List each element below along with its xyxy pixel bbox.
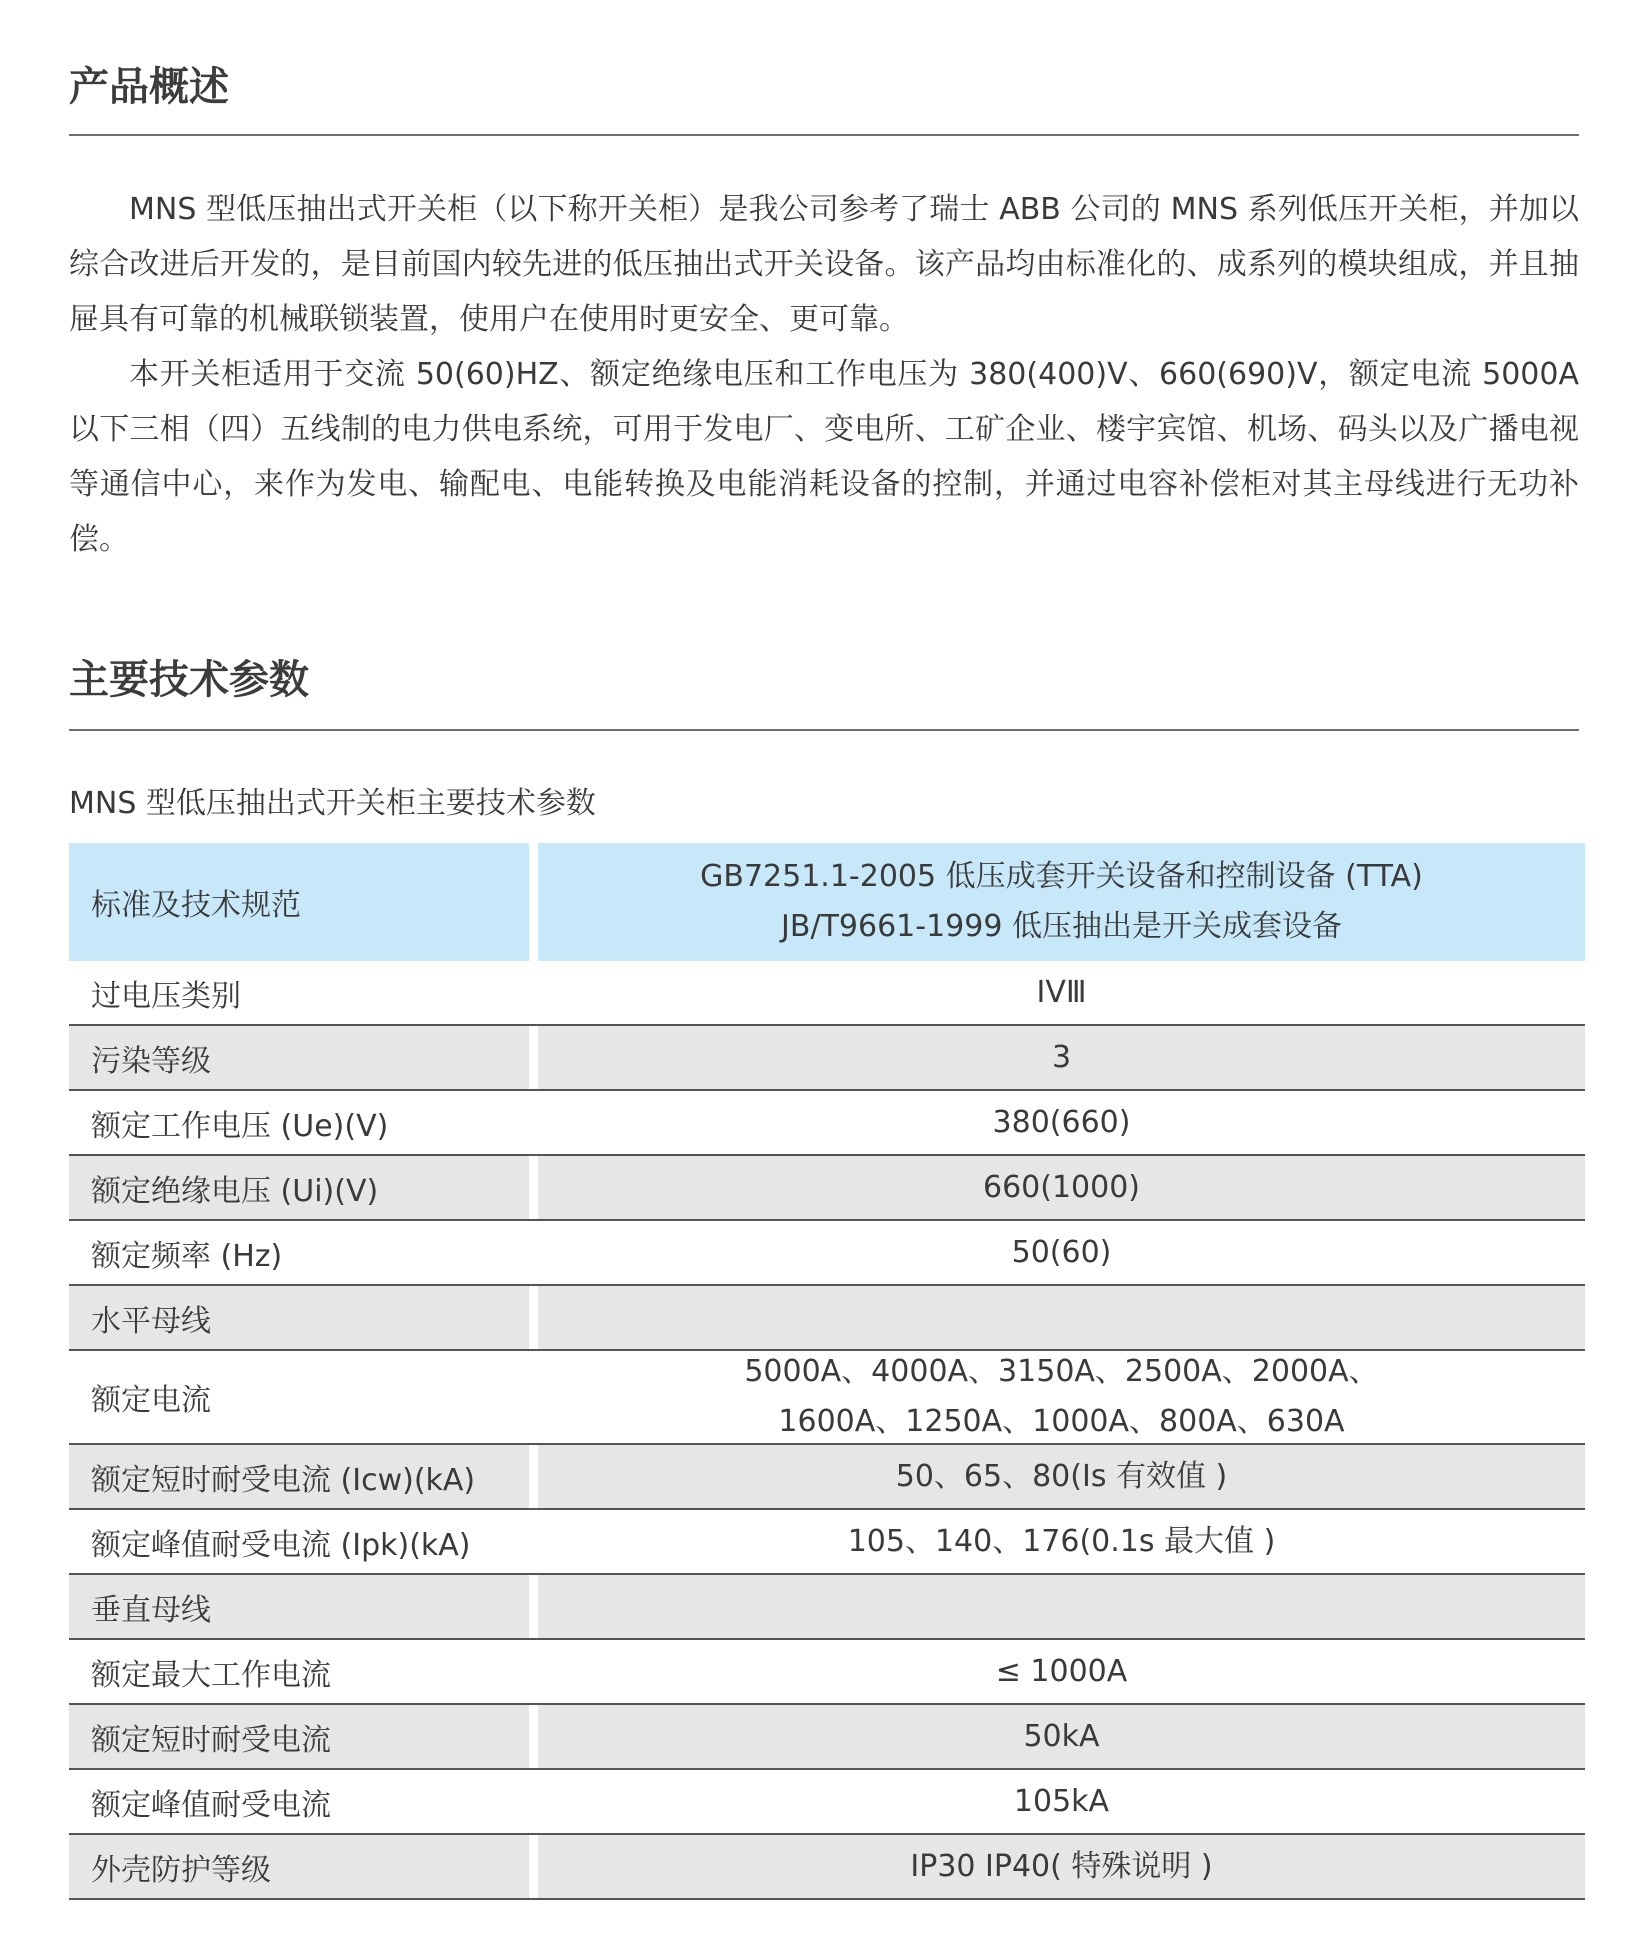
row-value: 660(1000) — [538, 1156, 1585, 1219]
params-divider — [69, 729, 1579, 731]
row-value — [538, 1286, 1585, 1349]
header-label: 标准及技术规范 — [69, 843, 529, 961]
row-label: 额定频率 (Hz) — [69, 1221, 529, 1284]
overview-title: 产品概述 — [69, 64, 229, 110]
row-value: ≤ 1000A — [538, 1640, 1585, 1703]
row-value: 105kA — [538, 1770, 1585, 1833]
row-label: 外壳防护等级 — [69, 1835, 529, 1898]
row-value: IP30 IP40( 特殊说明 ) — [538, 1835, 1585, 1898]
row-label: 额定峰值耐受电流 (Ipk)(kA) — [69, 1510, 529, 1573]
overview-body — [69, 182, 1579, 567]
table-row — [69, 961, 1585, 1026]
row-value: 3 — [538, 1026, 1585, 1089]
row-value: IVⅢ — [538, 961, 1585, 1024]
row-value: 50(60) — [538, 1221, 1585, 1284]
table-row — [69, 1286, 1585, 1351]
table-row — [69, 1221, 1585, 1286]
table-row — [69, 1770, 1585, 1835]
row-label: 额定最大工作电流 — [69, 1640, 529, 1703]
row-label: 额定短时耐受电流 (Icw)(kA) — [69, 1445, 529, 1508]
table-row — [69, 1091, 1585, 1156]
header-value-line-2: JB/T9661-1999 低压抽出是开关成套设备 — [781, 909, 1342, 944]
table-header-row — [69, 843, 1585, 961]
row-value: 105、140、176(0.1s 最大值 ) — [538, 1510, 1585, 1573]
row-value-line-2: 1600A、1250A、1000A、800A、630A — [778, 1404, 1345, 1439]
table-caption: MNS 型低压抽出式开关柜主要技术参数 — [69, 786, 596, 821]
table-row — [69, 1510, 1585, 1575]
row-label: 额定绝缘电压 (Ui)(V) — [69, 1156, 529, 1219]
row-label: 额定峰值耐受电流 — [69, 1770, 529, 1833]
row-value — [538, 1575, 1585, 1638]
table-row — [69, 1156, 1585, 1221]
row-label: 垂直母线 — [69, 1575, 529, 1638]
row-label: 额定短时耐受电流 — [69, 1705, 529, 1768]
row-value: 50、65、80(Is 有效值 ) — [538, 1445, 1585, 1508]
row-label: 过电压类别 — [69, 961, 529, 1024]
table-row — [69, 1351, 1585, 1445]
table-row — [69, 1445, 1585, 1510]
overview-paragraph-2: 本开关柜适用于交流 50(60)HZ、额定绝缘电压和工作电压为 380(400)V、660(690)V，额定电流 5000A 以下三相（四）五线制的电力供电系统，可用于发电厂、变电所、工矿企业、楼宇宾馆、机场、码头以及广播电视等通信中心，来作为发电、输配电、电能转换及电能消耗设备的控制，并通过电容补偿柜对其主母线进行无功补偿。 — [69, 357, 1579, 557]
table-row — [69, 1705, 1585, 1770]
table-row — [69, 1026, 1585, 1091]
header-value-line-1: GB7251.1-2005 低压成套开关设备和控制设备 (TTA) — [700, 859, 1423, 894]
row-label: 水平母线 — [69, 1286, 529, 1349]
params-table — [69, 843, 1585, 1900]
table-row — [69, 1835, 1585, 1900]
row-value-line-1: 5000A、4000A、3150A、2500A、2000A、 — [744, 1354, 1379, 1389]
header-value — [538, 843, 1585, 961]
row-label: 额定电流 — [69, 1351, 529, 1443]
params-title: 主要技术参数 — [69, 657, 309, 703]
overview-paragraph-1: MNS 型低压抽出式开关柜（以下称开关柜）是我公司参考了瑞士 ABB 公司的 MNS 系列低压开关柜，并加以综合改进后开发的，是目前国内较先进的低压抽出式开关设备。该产品均由标准化的、成系列的模块组成，并且抽屉具有可靠的机械联锁装置，使用户在使用时更安全、更可靠。 — [69, 192, 1579, 337]
row-label: 污染等级 — [69, 1026, 529, 1089]
row-value — [538, 1351, 1585, 1443]
row-label: 额定工作电压 (Ue)(V) — [69, 1091, 529, 1154]
table-row — [69, 1575, 1585, 1640]
row-value: 380(660) — [538, 1091, 1585, 1154]
row-value: 50kA — [538, 1705, 1585, 1768]
overview-divider — [69, 134, 1579, 136]
table-row — [69, 1640, 1585, 1705]
